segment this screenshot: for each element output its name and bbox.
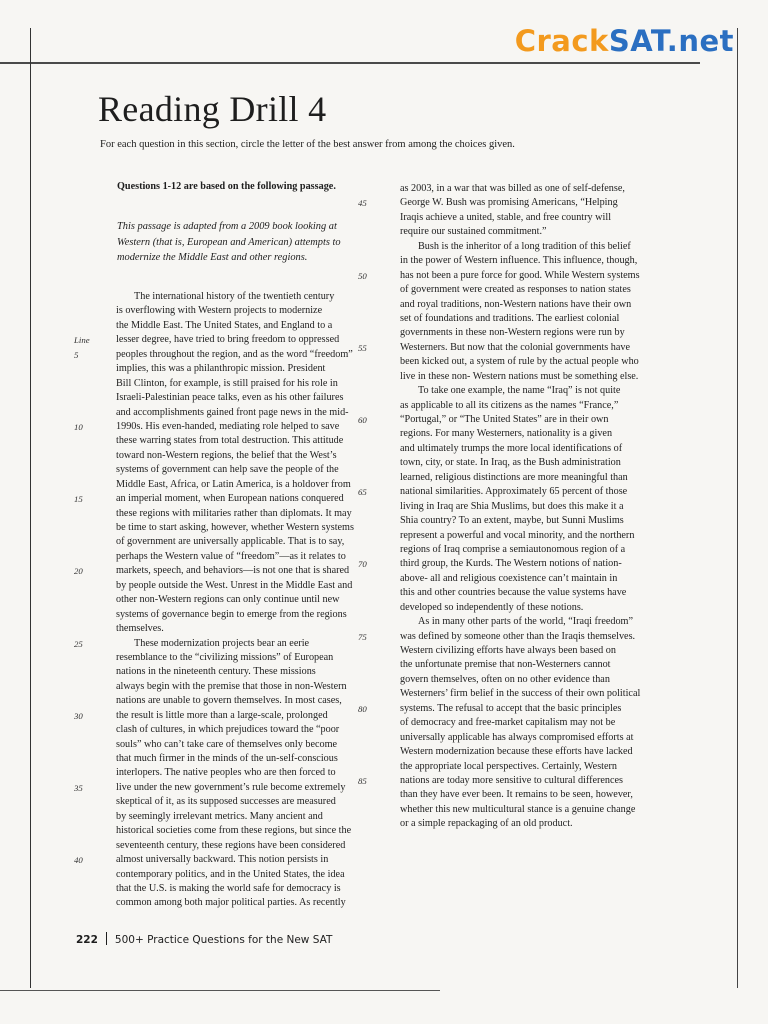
passage-line	[382, 298, 672, 312]
line-text: governments in these non-Western regions were run by	[400, 327, 625, 339]
line-text: universally applicable has always compromised efforts at	[400, 731, 634, 743]
line-text: nations in the nineteenth century. These missions	[116, 666, 316, 678]
passage-line	[382, 182, 672, 196]
line-text: live under the new government’s rule become extremely	[116, 781, 346, 793]
line-text: George W. Bush was promising Americans, “Helping	[400, 197, 618, 209]
line-number: 55	[358, 342, 367, 353]
passage-line	[358, 774, 672, 788]
line-text: souls” who can’t take care of themselves only become	[116, 738, 338, 750]
passage-line	[382, 529, 672, 543]
passage-line	[382, 514, 672, 528]
line-text: that the U.S. is making the world safe for democracy is	[116, 882, 341, 894]
passage-line	[382, 760, 672, 774]
line-text: Bush is the inheritor of a long tradition of this belief	[418, 240, 631, 252]
line-text: town, city, or state. In Iraq, as the Bush administration	[400, 457, 621, 469]
passage-line	[382, 312, 672, 326]
line-text: the result is little more than a large-scale, prolonged	[116, 709, 328, 721]
passage-line	[382, 803, 672, 817]
line-text: has not been a pure force for good. While Western systems	[400, 269, 640, 281]
line-text: and royal traditions, non-Western nations have their own	[400, 298, 632, 310]
line-text: interlopers. The native peoples who are then forced to	[116, 767, 336, 779]
line-text: learned, religious distinctions are more meaningful than	[400, 471, 628, 483]
line-text: resemblance to the “civilizing missions” of European	[116, 651, 334, 663]
line-text: As in many other parts of the world, “Iraqi freedom”	[418, 616, 633, 628]
passage-line	[98, 434, 368, 448]
passage-line	[74, 333, 368, 347]
passage-line	[98, 868, 368, 882]
passage-line	[98, 723, 368, 737]
line-text: systems of governance begin to emerge from the regions	[116, 608, 347, 620]
line-text: peoples throughout the region, and as the word “freedom”	[116, 348, 353, 360]
passage-line	[358, 557, 672, 571]
bottom-rule	[0, 990, 440, 991]
passage-line	[98, 882, 368, 896]
passage-line	[98, 665, 368, 679]
passage-line	[98, 535, 368, 549]
passage-line	[98, 550, 368, 564]
watermark-part-1: Crack	[514, 24, 609, 58]
line-text: be time to start asking, however, whether Western systems	[116, 522, 354, 533]
passage-line	[98, 449, 368, 463]
page-number: 222	[76, 934, 98, 946]
line-text: represent a powerful and vocal minority, and the northern	[400, 529, 635, 541]
line-text: living in Iraq are Shia Muslims, but does this make it a	[400, 500, 624, 512]
line-text: require our sustained commitment.”	[400, 226, 547, 238]
page-footer	[76, 932, 332, 946]
line-text: of democracy and free-market capitalism may not be	[400, 717, 616, 729]
line-number: 70	[358, 559, 367, 570]
line-text: is overflowing with Western projects to modernize	[116, 305, 323, 317]
line-number: Line	[74, 335, 90, 346]
passage-line	[74, 637, 368, 651]
line-text: themselves.	[116, 623, 164, 635]
passage-line	[98, 319, 368, 333]
line-text: skeptical of it, as its supposed successes are measured	[116, 796, 336, 808]
passage-line	[382, 456, 672, 470]
line-text: Middle East, Africa, or Latin America, is a holdover from	[116, 478, 351, 490]
line-text: third group, the Kurds. The Western notions of nation-	[400, 558, 622, 570]
passage-line	[382, 326, 672, 340]
line-text: seventeenth century, these regions have been considered	[116, 839, 346, 851]
line-text: an imperial moment, when European nations conquered	[116, 493, 344, 505]
line-text: been kicked out, a system of rule by the actual people who	[400, 356, 639, 368]
passage-right-column	[358, 182, 672, 832]
line-text: Bill Clinton, for example, is still praised for his role in	[116, 377, 338, 389]
line-number: 85	[358, 775, 367, 786]
passage-line	[74, 781, 368, 795]
line-number: 30	[74, 710, 83, 721]
passage-line	[98, 507, 368, 521]
line-text: as 2003, in a war that was billed as one of self-defense,	[400, 183, 625, 194]
passage-line	[382, 745, 672, 759]
line-text: the Middle East. The United States, and England to a	[116, 319, 333, 331]
passage-line	[74, 853, 368, 867]
line-text: Western modernization because these efforts have lacked	[400, 746, 633, 758]
passage-line	[382, 254, 672, 268]
passage-line	[98, 579, 368, 593]
passage-line	[358, 341, 672, 355]
line-text: nations are today more sensitive to cultural differences	[400, 774, 624, 786]
passage-line	[382, 615, 672, 629]
passage-line	[98, 824, 368, 838]
watermark-logo	[515, 24, 734, 58]
questions-heading: Questions 1-12 are based on the following passage.	[117, 181, 336, 192]
passage-line	[98, 406, 368, 420]
line-number: 65	[358, 487, 367, 498]
line-number: 80	[358, 703, 367, 714]
passage-line	[98, 290, 368, 304]
line-text: these regions with militaries rather than diplomats. It may	[116, 507, 352, 519]
line-text: of government were created as responses to nation states	[400, 284, 631, 296]
passage-line	[358, 413, 672, 427]
line-text: live in these non- Western nations must be something else.	[400, 370, 639, 382]
passage-line	[382, 601, 672, 615]
line-text: this and other countries because the value systems have	[400, 587, 627, 599]
line-text: these warring states from total destruction. This attitude	[116, 435, 344, 447]
line-text: regions of Iraq comprise a semiautonomous region of a	[400, 543, 626, 555]
passage-line	[382, 399, 672, 413]
line-text: Israeli-Palestinian peace talks, even as his other failures	[116, 392, 344, 404]
line-text: set of foundations and traditions. The earliest colonial	[400, 312, 620, 324]
line-text: or a simple repackaging of an old product.	[400, 818, 573, 830]
passage-line	[98, 521, 368, 535]
line-text: in the power of Western influence. This influence, though,	[400, 255, 638, 267]
line-text: as applicable to all its citizens as the names “France,”	[400, 399, 619, 411]
line-text: Westerners’ firm belief in the success of their own political	[400, 688, 641, 700]
passage-line	[98, 651, 368, 665]
line-text: Iraqis achieve a united, stable, and free country will	[400, 211, 612, 223]
line-text: common among both major political parties. As recently	[116, 897, 346, 909]
passage-line	[98, 839, 368, 853]
passage-line	[382, 355, 672, 369]
line-number: 15	[74, 494, 83, 505]
line-text: above- all and religious coexistence can’t maintain in	[400, 572, 618, 584]
watermark-part-2: SAT.net	[608, 24, 734, 58]
passage-line	[382, 586, 672, 600]
passage-line	[98, 810, 368, 824]
line-text: To take one example, the name “Iraq” is not quite	[418, 385, 621, 397]
passage-line	[98, 593, 368, 607]
passage-intro: This passage is adapted from a 2009 book looking at Western (that is, European and American) attempts to modernize the Middle East and other regions.	[117, 221, 341, 264]
passage-line	[74, 420, 368, 434]
line-text: than they have ever been. It remains to be seen, however,	[400, 789, 633, 801]
line-number: 45	[358, 198, 367, 209]
line-text: markets, speech, and behaviors—is not one that is shared	[116, 565, 350, 577]
passage-line	[74, 348, 368, 362]
line-text: by seemingly irrelevant metrics. Many ancient and	[116, 810, 323, 822]
line-text: Western civilizing efforts have always been based on	[400, 645, 616, 656]
line-number: 10	[74, 421, 83, 432]
line-text: whether this new multicultural stance is a genuine change	[400, 803, 636, 815]
passage-line	[382, 788, 672, 802]
line-text: was defined by someone other than the Iraqis themselves.	[400, 630, 636, 642]
line-text: contemporary politics, and in the United States, the idea	[116, 868, 345, 880]
passage-line	[98, 478, 368, 492]
passage-line	[382, 211, 672, 225]
line-number: 25	[74, 638, 83, 649]
line-text: the appropriate local perspectives. Certainly, Western	[400, 760, 617, 772]
passage-line	[98, 752, 368, 766]
line-text: historical societies come from these regions, but since the	[116, 825, 352, 837]
line-text: always begin with the premise that those in non-Western	[116, 680, 347, 692]
line-number: 35	[74, 782, 83, 793]
passage-line	[382, 673, 672, 687]
passage-line	[358, 485, 672, 499]
passage-line	[382, 370, 672, 384]
line-text: These modernization projects bear an eerie	[134, 637, 310, 649]
passage-line	[98, 362, 368, 376]
line-text: perhaps the Western value of “freedom”—as it relates to	[116, 550, 346, 562]
passage-line	[382, 658, 672, 672]
line-text: systems. The refusal to accept that the basic principles	[400, 702, 622, 714]
passage-left-column	[74, 290, 368, 911]
line-text: implies, this was a philanthropic mission. President	[116, 363, 326, 375]
passage-line	[382, 240, 672, 254]
passage-line	[98, 694, 368, 708]
line-text: clash of cultures, in which prejudices toward the “poor	[116, 724, 340, 736]
line-text: national similarities. Approximately 65 percent of those	[400, 486, 628, 498]
passage-line	[382, 442, 672, 456]
top-rule	[0, 62, 700, 64]
line-number: 5	[74, 349, 79, 360]
passage-line	[382, 225, 672, 239]
book-title: 500+ Practice Questions for the New SAT	[114, 934, 333, 946]
line-text: by people outside the West. Unrest in the Middle East and	[116, 579, 353, 591]
passage-line	[382, 427, 672, 441]
line-text: The international history of the twentieth century	[134, 291, 335, 302]
passage-line	[382, 731, 672, 745]
line-text: Westerners. But now that the colonial governments have	[400, 341, 631, 353]
passage-line	[382, 817, 672, 831]
passage-line	[358, 196, 672, 210]
passage-line	[98, 680, 368, 694]
passage-line	[98, 304, 368, 318]
line-text: Shia country? To an extent, maybe, but Sunni Muslims	[400, 515, 624, 527]
line-text: of government are universally applicable. That is to say,	[116, 536, 345, 548]
passage-line	[382, 644, 672, 658]
passage-line	[98, 738, 368, 752]
page-title: Reading Drill 4	[98, 89, 327, 129]
line-number: 20	[74, 566, 83, 577]
footer-divider	[106, 932, 107, 945]
line-text: “Portugal,” or “The United States” are in their own	[400, 414, 609, 425]
line-text: other non-Western regions can only continue until new	[116, 594, 340, 606]
passage-line	[98, 766, 368, 780]
line-text: systems of government can help save the people of the	[116, 464, 339, 476]
passage-line	[98, 795, 368, 809]
passage-line	[382, 283, 672, 297]
right-margin-rule	[737, 28, 738, 988]
passage-line	[382, 384, 672, 398]
passage-line	[382, 543, 672, 557]
line-number: 75	[358, 631, 367, 642]
passage-line	[98, 608, 368, 622]
line-text: and ultimately trumps the more local identifications of	[400, 442, 623, 454]
passage-line	[358, 630, 672, 644]
passage-line	[74, 492, 368, 506]
passage-line	[382, 687, 672, 701]
line-text: nations are unable to govern themselves. In most cases,	[116, 695, 342, 707]
passage-line	[382, 716, 672, 730]
line-number: 50	[358, 270, 367, 281]
passage-line	[98, 896, 368, 910]
line-text: the unfortunate premise that non-Westerners cannot	[400, 659, 611, 671]
line-text: and accomplishments gained front page news in the mid-	[116, 406, 349, 418]
passage-line	[382, 471, 672, 485]
line-text: developed so independently of these notions.	[400, 601, 584, 613]
line-text: toward non-Western regions, the belief that the West’s	[116, 449, 337, 461]
line-number: 40	[74, 855, 83, 866]
passage-line	[382, 500, 672, 514]
instructions: For each question in this section, circle the letter of the best answer from among the choices given.	[100, 139, 515, 150]
passage-line	[74, 564, 368, 578]
passage-line	[358, 269, 672, 283]
line-text: almost universally backward. This notion persists in	[116, 854, 329, 866]
line-text: regions. For many Westerners, nationality is a given	[400, 428, 613, 440]
passage-line	[358, 702, 672, 716]
passage-line	[98, 463, 368, 477]
passage-line	[382, 572, 672, 586]
line-text: lesser degree, have tried to bring freedom to oppressed	[116, 334, 340, 346]
passage-line	[98, 377, 368, 391]
passage-line	[98, 391, 368, 405]
passage-line	[74, 709, 368, 723]
line-text: 1990s. His even-handed, mediating role helped to save	[116, 420, 340, 432]
left-margin-rule	[30, 28, 31, 988]
passage-line	[98, 622, 368, 636]
line-text: that much firmer in the minds of the un-self-conscious	[116, 753, 338, 764]
line-text: govern themselves, often on no other evidence than	[400, 673, 610, 685]
line-number: 60	[358, 415, 367, 425]
